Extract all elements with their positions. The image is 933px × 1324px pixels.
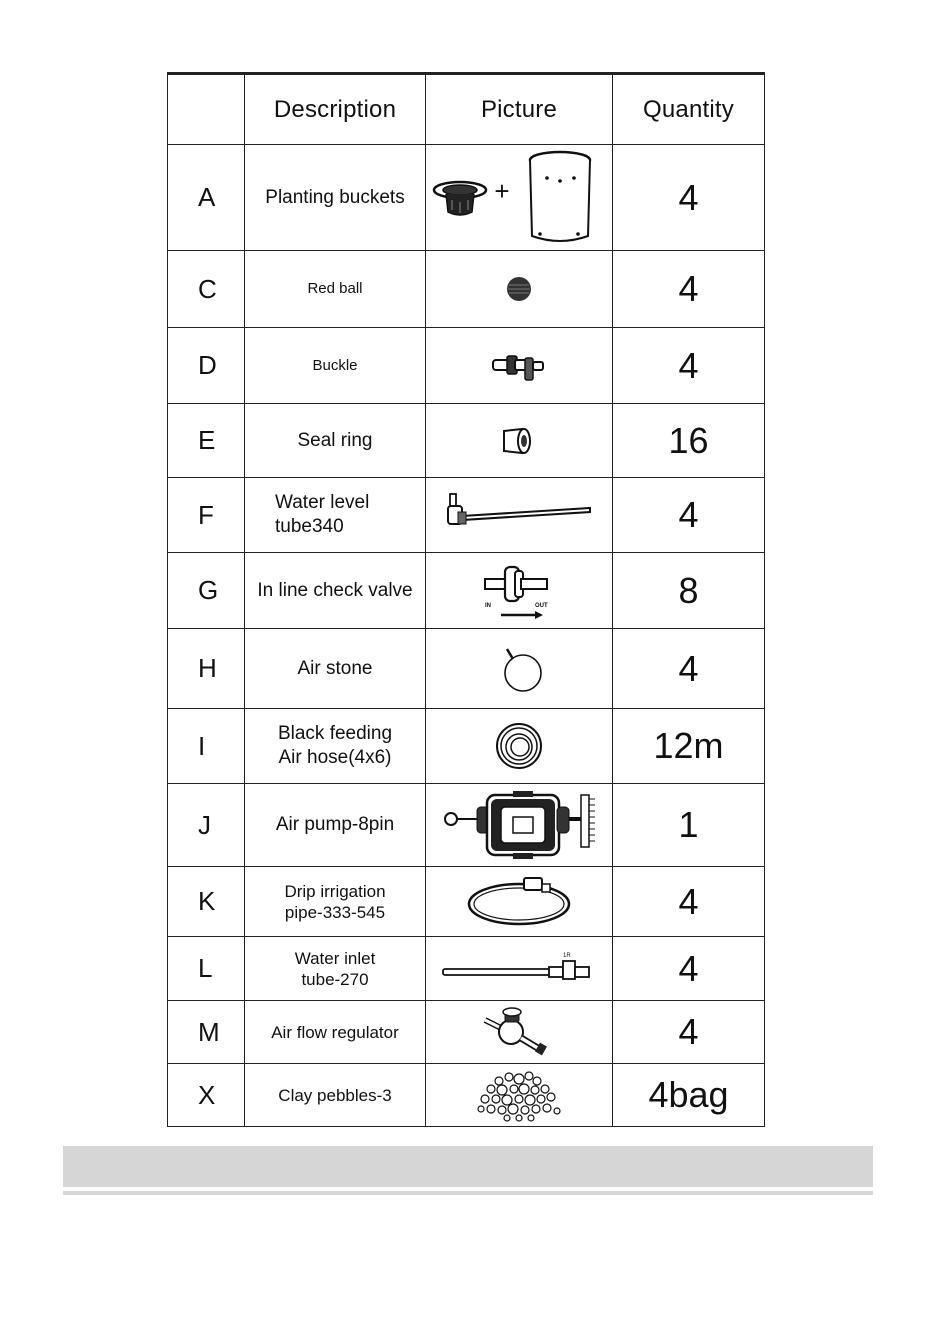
row-letter: M — [168, 1001, 245, 1064]
row-letter: K — [168, 867, 245, 937]
air-stone-icon — [489, 639, 549, 699]
row-picture — [426, 478, 613, 553]
row-letter: F — [168, 478, 245, 553]
row-picture — [426, 251, 613, 328]
check-valve-icon — [479, 561, 559, 621]
row-description: Planting buckets — [245, 145, 426, 251]
water-inlet-tube-icon — [439, 949, 599, 989]
row-letter: A — [168, 145, 245, 251]
row-quantity: 4 — [613, 251, 765, 328]
row-description: Water level tube340 — [245, 478, 426, 553]
row-letter: H — [168, 629, 245, 709]
table-row — [168, 404, 765, 478]
table-row — [168, 328, 765, 404]
air-flow-regulator-icon — [479, 1004, 559, 1060]
table-row — [168, 709, 765, 784]
row-description: In line check valve — [245, 553, 426, 629]
planting-buckets-icon — [432, 148, 607, 248]
row-quantity: 12m — [613, 709, 765, 784]
row-letter: E — [168, 404, 245, 478]
table-row — [168, 1064, 765, 1127]
row-picture — [426, 328, 613, 404]
row-picture — [426, 709, 613, 784]
row-letter: C — [168, 251, 245, 328]
row-letter: X — [168, 1064, 245, 1127]
clay-pebbles-icon — [469, 1067, 569, 1123]
row-quantity: 4 — [613, 1001, 765, 1064]
row-description: Drip irrigation pipe-333-545 — [245, 867, 426, 937]
row-description: Air pump-8pin — [245, 784, 426, 867]
row-description: Air stone — [245, 629, 426, 709]
svg-text:+: + — [493, 175, 510, 206]
row-letter: J — [168, 784, 245, 867]
row-quantity: 4bag — [613, 1064, 765, 1127]
table-row — [168, 937, 765, 1001]
row-quantity: 16 — [613, 404, 765, 478]
red-ball-icon — [499, 269, 539, 309]
footer-gray-band — [63, 1146, 873, 1187]
header-quantity: Quantity — [613, 74, 765, 145]
row-description: Water inlet tube-270 — [245, 937, 426, 1001]
air-pump-icon — [439, 789, 599, 861]
row-picture — [426, 145, 613, 251]
row-picture — [426, 553, 613, 629]
row-letter: D — [168, 328, 245, 404]
valve-in-label: IN — [485, 602, 491, 609]
drip-irrigation-pipe-icon — [464, 872, 574, 932]
row-quantity: 4 — [613, 629, 765, 709]
table-row — [168, 251, 765, 328]
row-description: Red ball — [245, 251, 426, 328]
valve-out-label: OUT — [535, 602, 548, 609]
table-row — [168, 867, 765, 937]
table-row — [168, 629, 765, 709]
water-level-tube-icon — [444, 490, 594, 540]
row-picture — [426, 1001, 613, 1064]
row-quantity: 4 — [613, 478, 765, 553]
seal-ring-icon — [494, 421, 544, 461]
footer-gray-rule — [63, 1191, 873, 1195]
header-picture: Picture — [426, 74, 613, 145]
row-picture — [426, 867, 613, 937]
row-letter: L — [168, 937, 245, 1001]
row-picture — [426, 937, 613, 1001]
row-quantity: 1 — [613, 784, 765, 867]
row-picture — [426, 404, 613, 478]
row-letter: G — [168, 553, 245, 629]
row-description: Seal ring — [245, 404, 426, 478]
parts-list-table — [167, 72, 765, 1127]
row-letter: I — [168, 709, 245, 784]
row-description: Black feeding Air hose(4x6) — [245, 709, 426, 784]
table-row — [168, 784, 765, 867]
row-quantity: 4 — [613, 328, 765, 404]
row-picture — [426, 784, 613, 867]
row-description: Clay pebbles-3 — [245, 1064, 426, 1127]
table-row — [168, 478, 765, 553]
table-row — [168, 553, 765, 629]
table-row — [168, 145, 765, 251]
row-picture — [426, 629, 613, 709]
table-row — [168, 1001, 765, 1064]
row-description: Air flow regulator — [245, 1001, 426, 1064]
row-description: Buckle — [245, 328, 426, 404]
row-quantity: 4 — [613, 867, 765, 937]
air-hose-coil-icon — [489, 716, 549, 776]
row-picture — [426, 1064, 613, 1127]
inlet-tag-label: 1R — [563, 952, 571, 959]
row-quantity: 4 — [613, 937, 765, 1001]
row-quantity: 8 — [613, 553, 765, 629]
table-header-row — [168, 74, 765, 145]
header-letter — [168, 74, 245, 145]
header-description: Description — [245, 74, 426, 145]
row-quantity: 4 — [613, 145, 765, 251]
buckle-icon — [489, 346, 549, 386]
